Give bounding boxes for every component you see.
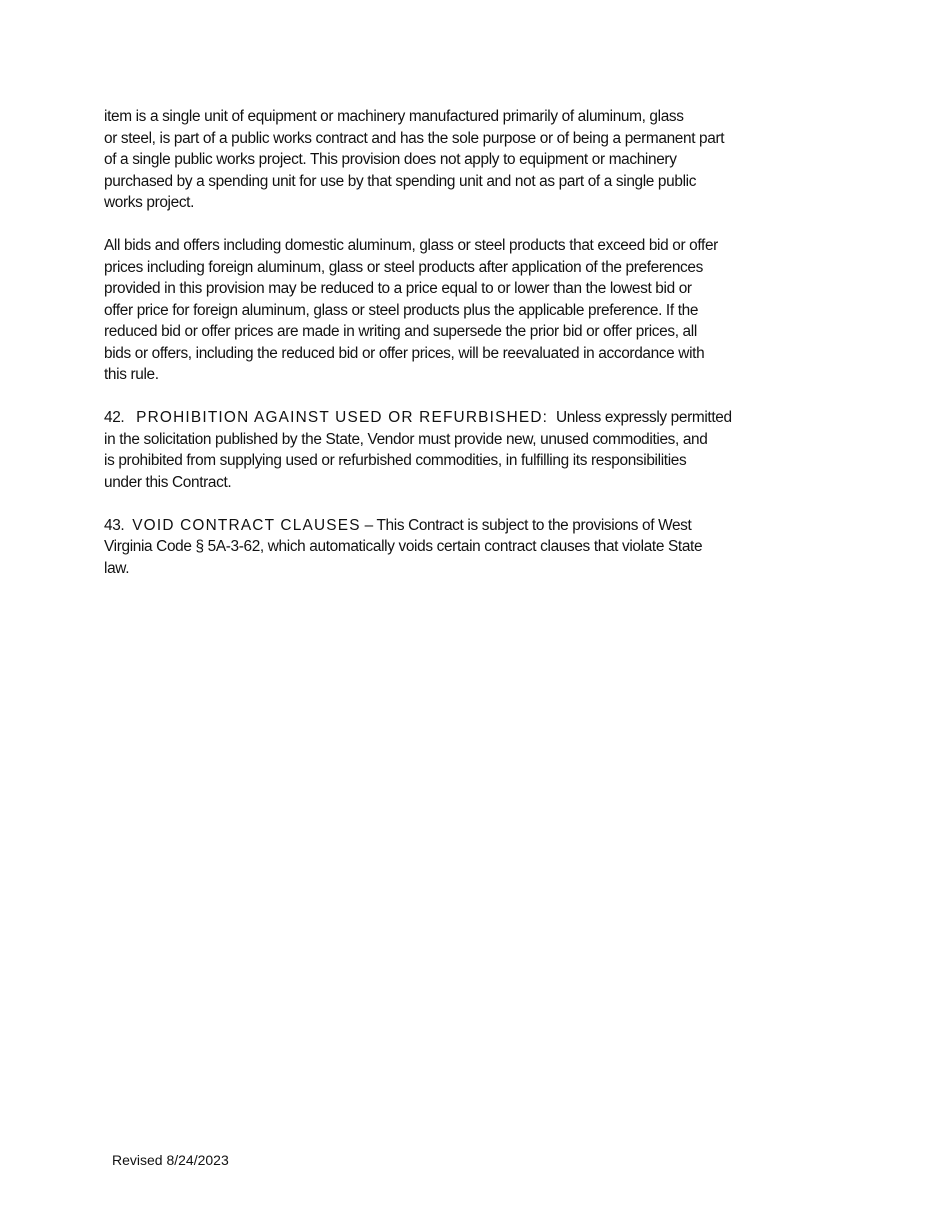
document-body: [104, 106, 826, 601]
section-number: 42.: [104, 409, 125, 426]
text-line: or steel, is part of a public works contract and has the sole purpose or of being a permanent part: [104, 129, 725, 147]
text-line: provided in this provision may be reduced to a price equal to or lower than the lowest bid or: [104, 280, 692, 297]
text-line: prices including foreign aluminum, glass or steel products after application of the preferences: [104, 258, 703, 276]
section-number: 43.: [104, 516, 125, 534]
section-43-void-clauses: [104, 515, 826, 580]
paragraph-equipment-exemption: [104, 106, 826, 214]
text-fragment: Unless expressly permitted: [556, 409, 732, 426]
section-heading: VOID CONTRACT CLAUSES: [132, 516, 361, 534]
text-line: in the solicitation published by the State, Vendor must provide new, unused commodities, and: [104, 430, 708, 448]
dash: –: [364, 516, 373, 534]
section-43-first-line: [104, 515, 826, 537]
section-heading: PROHIBITION AGAINST USED OR REFURBISHED:: [136, 409, 549, 426]
text-line: reduced bid or offer prices are made in writing and supersede the prior bid or offer prices, all: [104, 323, 697, 340]
section-42-prohibition: [104, 407, 826, 493]
text-line: purchased by a spending unit for use by that spending unit and not as part of a single public: [104, 172, 697, 190]
text-line: Virginia Code § 5A-3-62, which automatically voids certain contract clauses that violate State: [104, 538, 703, 555]
text-line: item is a single unit of equipment or machinery manufactured primarily of aluminum, glass: [104, 108, 684, 125]
text-line: of a single public works project. This provision does not apply to equipment or machinery: [104, 151, 677, 168]
paragraph-bid-reduction: [104, 235, 826, 386]
text-line: is prohibited from supplying used or refurbished commodities, in fulfilling its responsibilities: [104, 452, 687, 469]
text-fragment: This Contract is subject to the provisions of West: [376, 516, 692, 534]
text-line: law.: [104, 559, 130, 577]
text-line: All bids and offers including domestic aluminum, glass or steel products that exceed bid or offer: [104, 237, 718, 254]
text-line: bids or offers, including the reduced bid or offer prices, will be reevaluated in accordance with: [104, 344, 705, 362]
text-line: under this Contract.: [104, 473, 232, 491]
text-line: works project.: [104, 194, 195, 211]
footer-revised-date: Revised 8/24/2023: [112, 1152, 229, 1168]
text-line: offer price for foreign aluminum, glass or steel products plus the applicable preference. If the: [104, 301, 699, 319]
text-line: this rule.: [104, 366, 159, 383]
section-42-first-line: [104, 407, 826, 429]
